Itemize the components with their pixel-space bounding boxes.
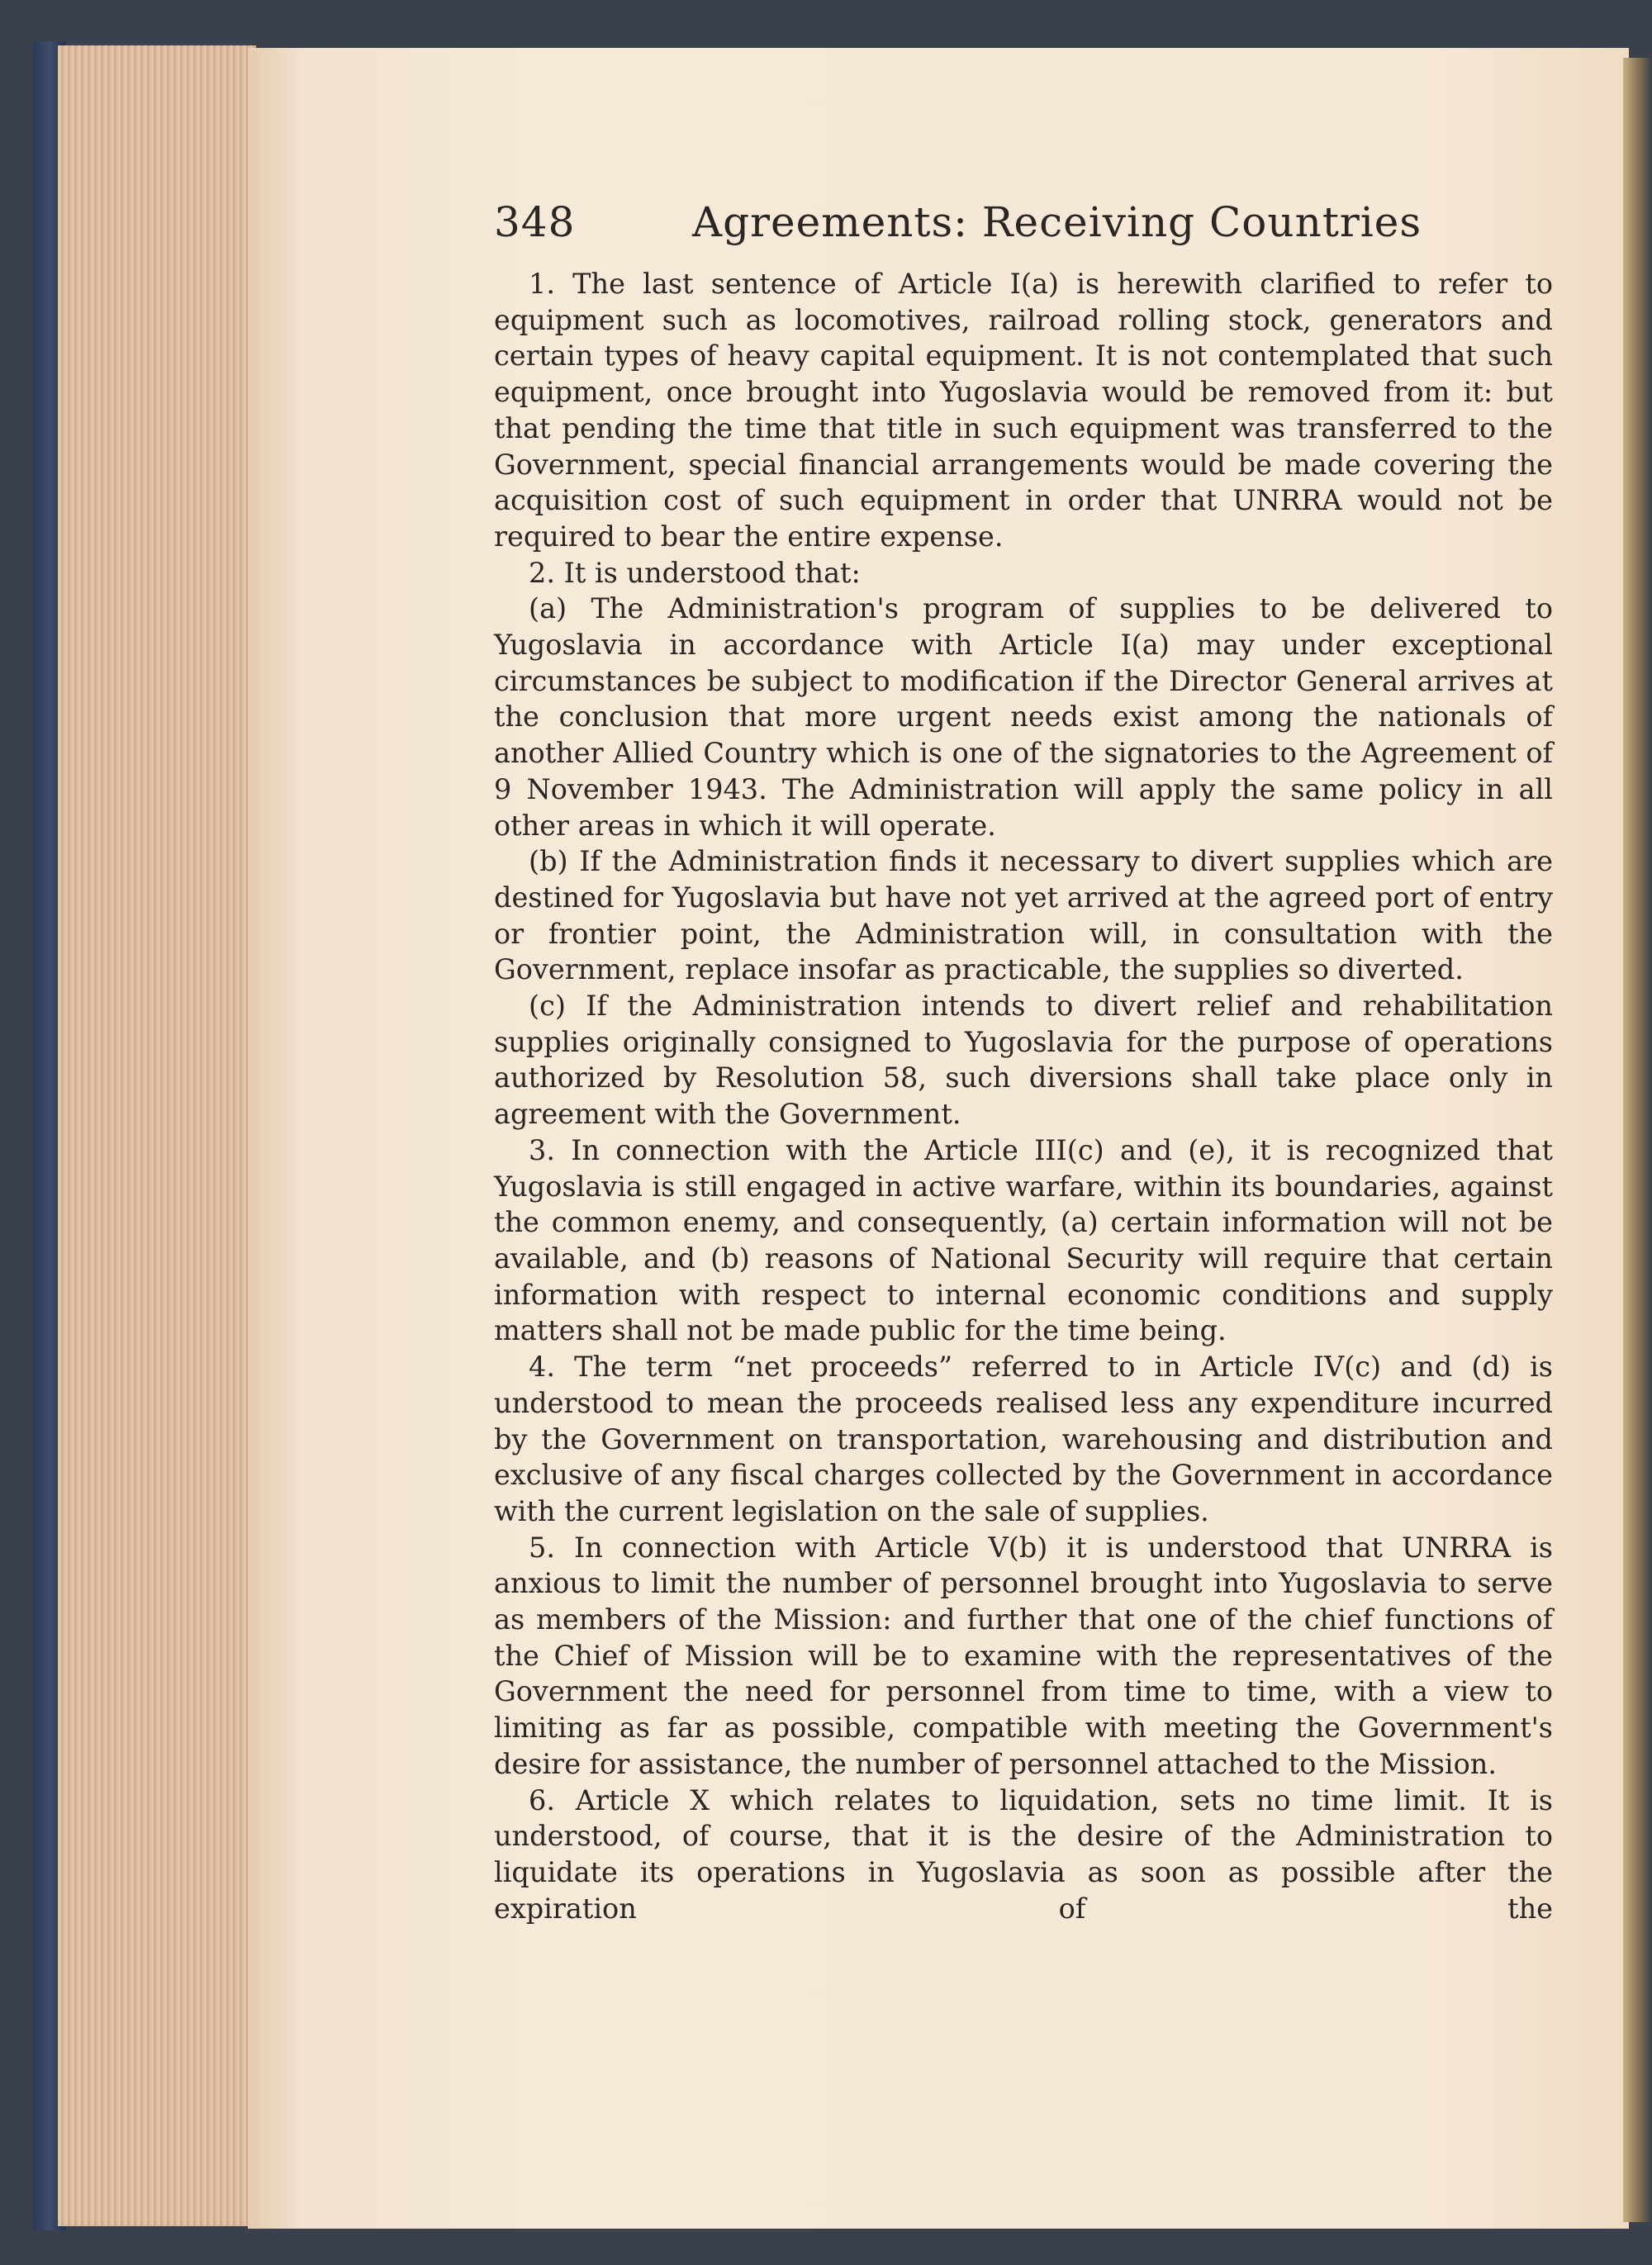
paragraph-4: 4. The term “net proceeds” referred to in Article IV(c) and (d) is understood to mean the proceeds realised less any expenditure incurred by the Government on transportation, warehousing and distribution and exclusive of any fiscal charges collected by the Government in accordance with the current legislation on the sale of supplies. [494, 1351, 1553, 1527]
page-content [494, 198, 1553, 1926]
facing-page-edge [1623, 58, 1652, 2222]
paragraph-2c: (c) If the Administration intends to divert relief and rehabilitation supplies originally consigned to Yugoslavia for the purpose of operations authorized by Resolution 58, such diversions shall take place only in agreement with the Government. [494, 990, 1553, 1131]
paragraph-3: 3. In connection with the Article III(c) and (e), it is recognized that Yugoslavia is still engaged in active warfare, within its boundaries, against the common enemy, and consequently, (a) certain information will not be available, and (b) reasons of National Security will require that certain information with respect to internal economic conditions and supply matters shall not be made public for the time being. [494, 1133, 1553, 1347]
page-stack-edge [58, 45, 256, 2226]
running-head [494, 198, 1553, 256]
paragraph-6: 6. Article X which relates to liquidation, sets no time limit. It is understood, of course, that it is the desire of the Administration to liquidate its operations in Yugoslavia as soon as possible after the expiration of the [494, 1783, 1553, 1925]
paragraph-2: 2. It is understood that: [529, 556, 861, 589]
running-head-title: Agreements: Receiving Countries [692, 198, 1422, 246]
paragraph-1: 1. The last sentence of Article I(a) is herewith clarified to refer to equipment such as locomotives, railroad rolling stock, generators and certain types of heavy capital equipment. It is not contemplated that such equipment, once brought into Yugoslavia would be removed from it: but that pending the time that title in such equipment was transferred to the Government, special financial arrangements would be made covering the acquisition cost of such equipment in order that UNRRA would not be required to bear the entire expense. [494, 268, 1553, 553]
page-number: 348 [494, 198, 576, 246]
paragraph-5: 5. In connection with Article V(b) it is understood that UNRRA is anxious to limit the number of personnel brought into Yugoslavia to serve as members of the Mission: and further that one of the chief functions of the Chief of Mission will be to examine with the representatives of the Government the need for personnel from time to time, with a view to limiting as far as possible, compatible with meeting the Government's desire for assistance, the number of personnel attached to the Mission. [494, 1531, 1553, 1780]
paragraph-2a: (a) The Administration's program of supplies to be delivered to Yugoslavia in accordance with Article I(a) may under exceptional circumstances be subject to modification if the Director General arrives at the conclusion that more urgent needs exist among the nationals of another Allied Country which is one of the signatories to the Agreement of 9 November 1943. The Administration will apply the same policy in all other areas in which it will operate. [494, 592, 1553, 842]
paragraph-2b: (b) If the Administration finds it necessary to divert supplies which are destined for Yugoslavia but have not yet arrived at the agreed port of entry or frontier point, the Administration will, in consultation with the Government, replace insofar as practicable, the supplies so diverted. [494, 845, 1553, 986]
